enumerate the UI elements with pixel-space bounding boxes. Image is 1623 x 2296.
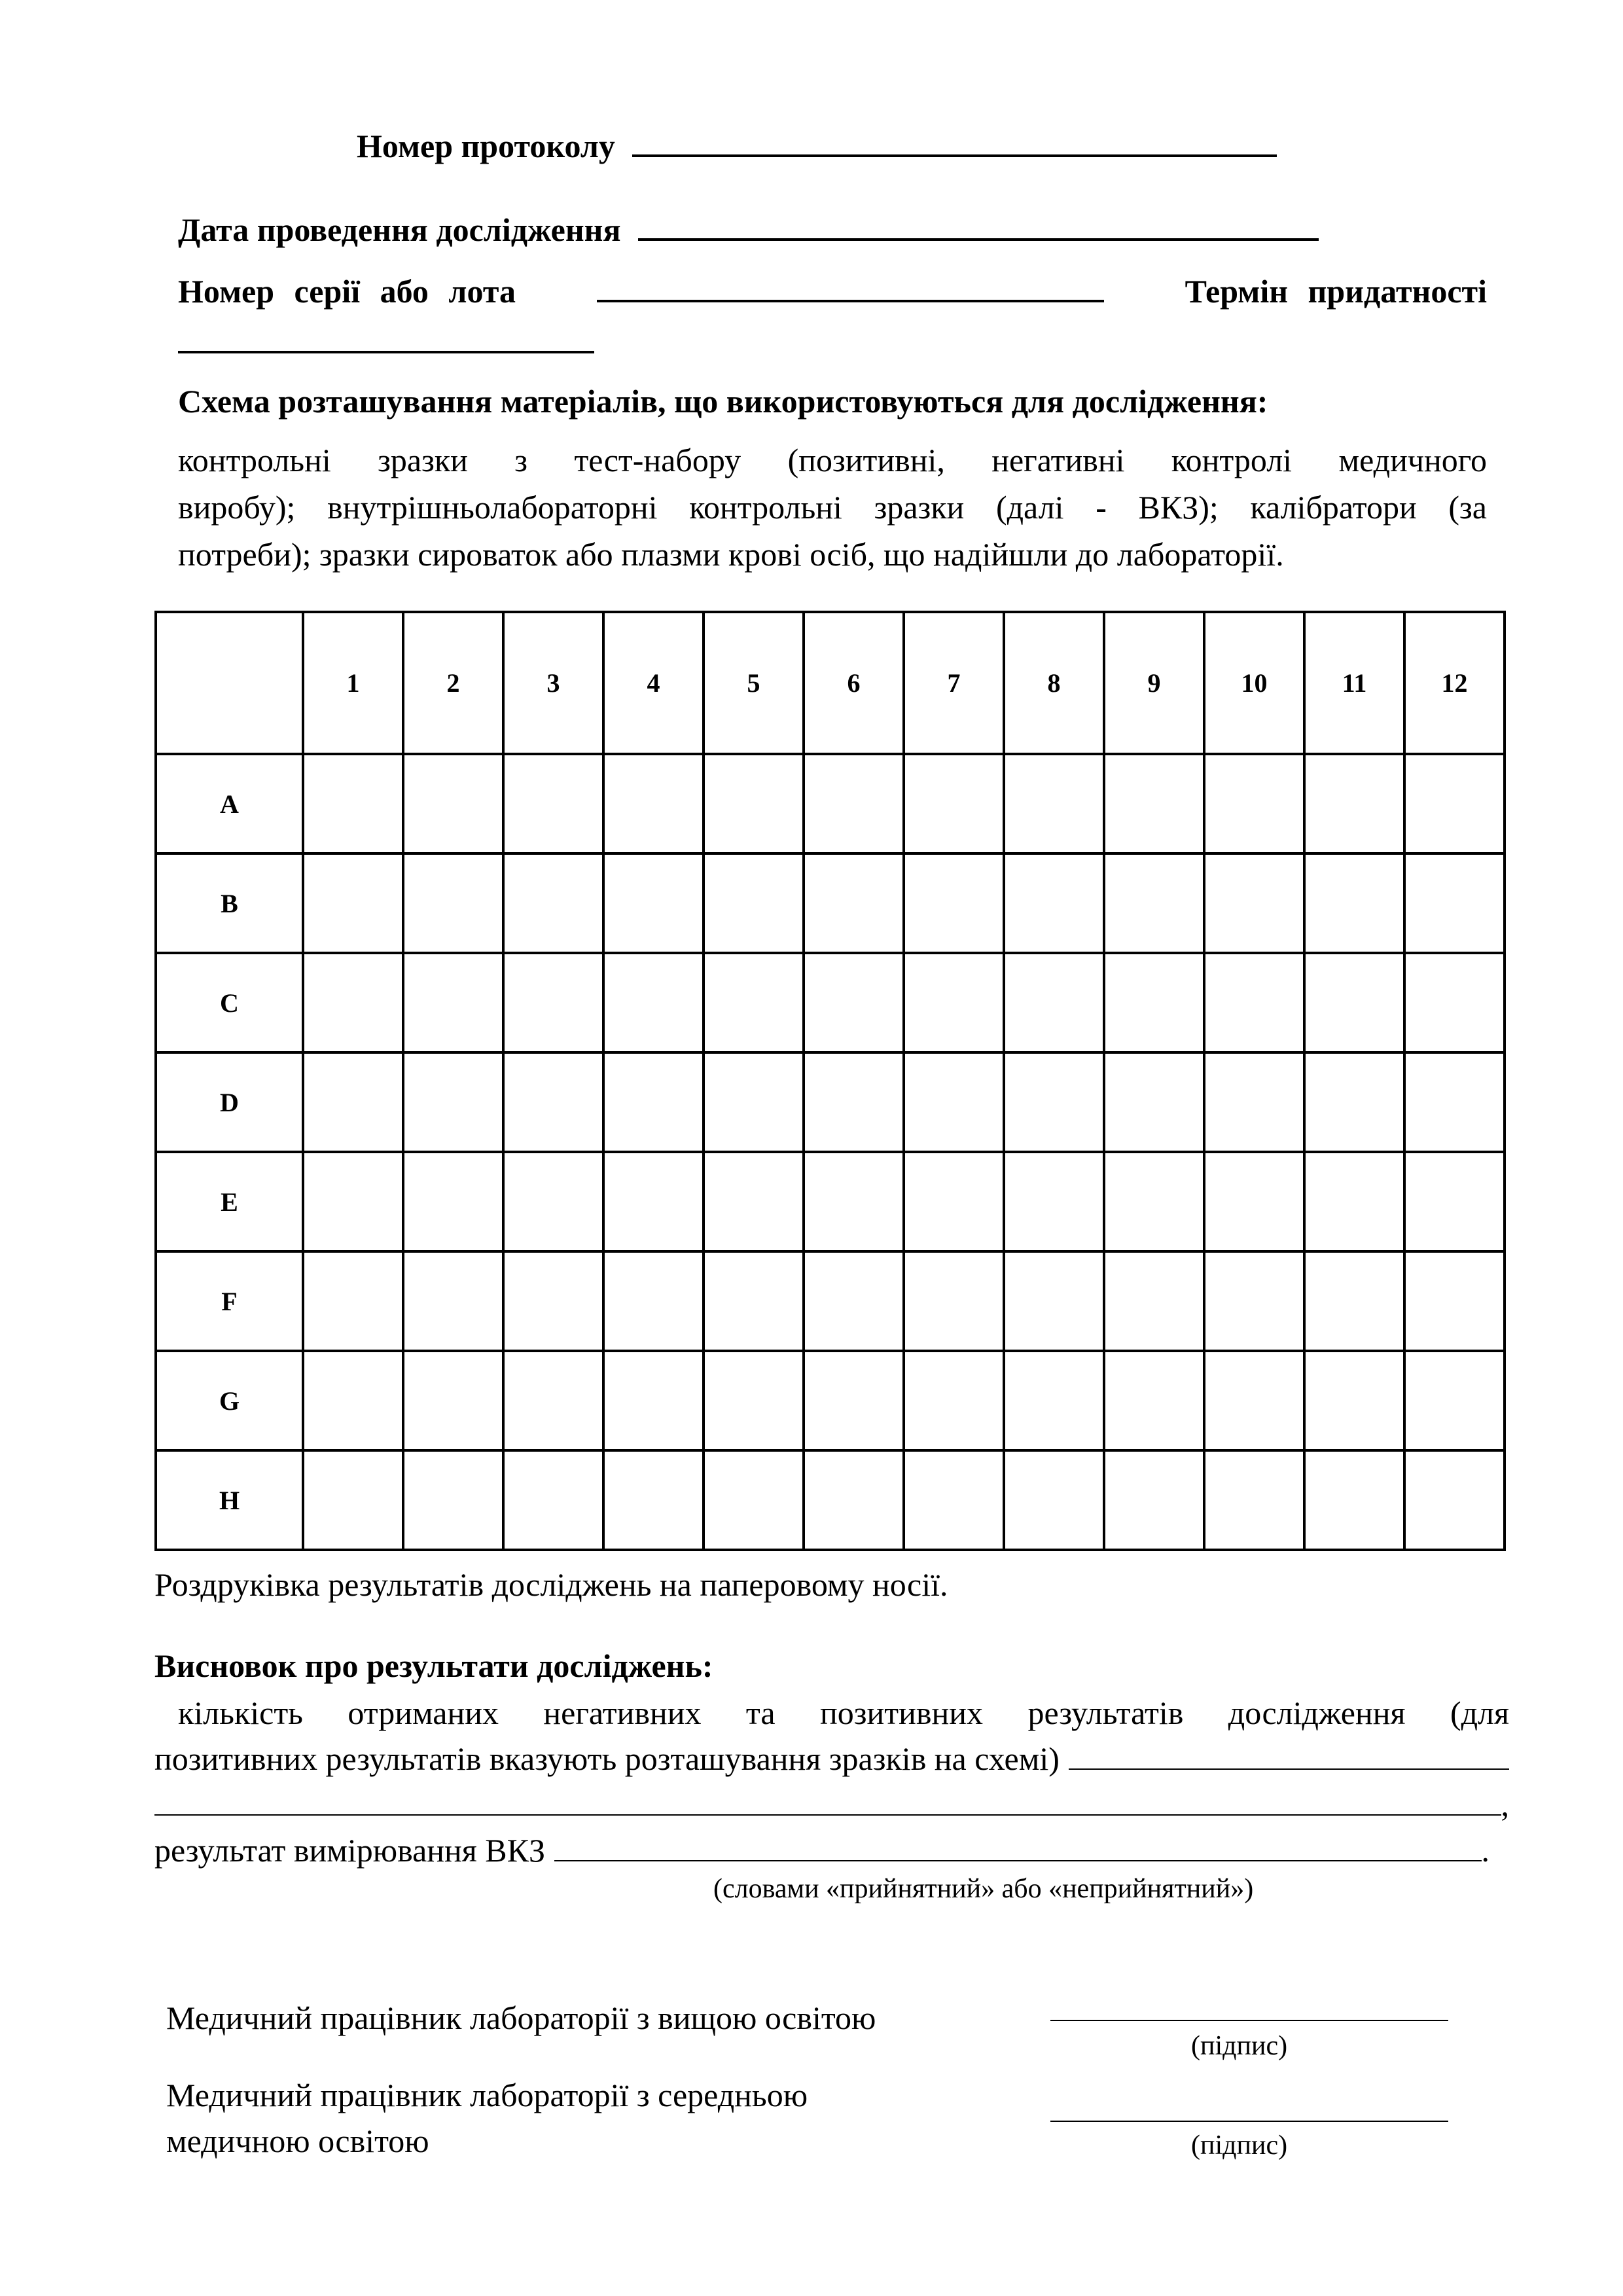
plate-well-C8[interactable]: [1004, 953, 1104, 1052]
plate-well-H1[interactable]: [303, 1450, 403, 1550]
conclusion-line-1: кількість отриманих негативних та позитивних результатів дослідження (для: [178, 1695, 1509, 1731]
plate-column-header: 11: [1304, 612, 1404, 754]
plate-well-D3[interactable]: [503, 1052, 603, 1152]
expiry-field[interactable]: [178, 344, 594, 353]
plate-well-B5[interactable]: [704, 853, 804, 953]
plate-well-H8[interactable]: [1004, 1450, 1104, 1550]
vkz-result-hint: (словами «прийнятний» або «неприйнятний»): [713, 1874, 1254, 1904]
plate-well-D10[interactable]: [1204, 1052, 1304, 1152]
plate-well-D9[interactable]: [1104, 1052, 1204, 1152]
protocol-number-label: Номер протоколу: [357, 128, 615, 164]
plate-well-G3[interactable]: [503, 1351, 603, 1450]
plate-well-A2[interactable]: [403, 754, 503, 853]
plate-corner-cell: [156, 612, 303, 754]
plate-well-G5[interactable]: [704, 1351, 804, 1450]
plate-well-D4[interactable]: [603, 1052, 704, 1152]
plate-well-D11[interactable]: [1304, 1052, 1404, 1152]
plate-well-C9[interactable]: [1104, 953, 1204, 1052]
plate-column-header: 6: [804, 612, 904, 754]
vkz-result-end: .: [1481, 1832, 1489, 1869]
plate-well-F4[interactable]: [603, 1251, 704, 1351]
signature-role-1: Медичний працівник лабораторії з вищою освітою: [166, 2000, 876, 2036]
plate-well-G1[interactable]: [303, 1351, 403, 1450]
plate-row: [156, 1152, 1505, 1251]
plate-well-B1[interactable]: [303, 853, 403, 953]
plate-row: [156, 754, 1505, 853]
plate-well-D2[interactable]: [403, 1052, 503, 1152]
plate-column-header: 10: [1204, 612, 1304, 754]
plate-column-header: 5: [704, 612, 804, 754]
conclusion-line-3: [154, 1783, 1509, 1826]
printout-note: Роздруківка результатів досліджень на паперовому носії.: [154, 1566, 948, 1603]
plate-well-E10[interactable]: [1204, 1152, 1304, 1251]
plate-well-G6[interactable]: [804, 1351, 904, 1450]
plate-well-H11[interactable]: [1304, 1450, 1404, 1550]
plate-well-F12[interactable]: [1404, 1251, 1505, 1351]
plate-well-D1[interactable]: [303, 1052, 403, 1152]
plate-column-header: 8: [1004, 612, 1104, 754]
plate-well-H3[interactable]: [503, 1450, 603, 1550]
plate-well-A10[interactable]: [1204, 754, 1304, 853]
plate-well-C4[interactable]: [603, 953, 704, 1052]
plate-well-H10[interactable]: [1204, 1450, 1304, 1550]
plate-well-A7[interactable]: [904, 754, 1004, 853]
plate-well-H2[interactable]: [403, 1450, 503, 1550]
plate-row-label: D: [156, 1052, 303, 1152]
study-date-row: [178, 208, 1319, 251]
vkz-result-field[interactable]: [554, 1854, 1481, 1861]
plate-well-B3[interactable]: [503, 853, 603, 953]
plate-well-E2[interactable]: [403, 1152, 503, 1251]
study-date-field[interactable]: [638, 232, 1319, 241]
plate-well-H12[interactable]: [1404, 1450, 1505, 1550]
plate-row: [156, 1450, 1505, 1550]
lot-number-field[interactable]: [597, 293, 1104, 302]
expiry-field-row: [178, 321, 594, 364]
plate-row-label: C: [156, 953, 303, 1052]
plate-well-D5[interactable]: [704, 1052, 804, 1152]
plate-row-label: F: [156, 1251, 303, 1351]
plate-well-C10[interactable]: [1204, 953, 1304, 1052]
protocol-number-row: [357, 124, 1277, 168]
plate-column-header: 12: [1404, 612, 1505, 754]
plate-header-row: [156, 612, 1505, 754]
scheme-description-line: виробу); внутрішньолабораторні контрольні зразки (далі - ВКЗ); калібратори (за: [178, 489, 1487, 526]
plate-well-G8[interactable]: [1004, 1351, 1104, 1450]
vkz-result-label: результат вимірювання ВКЗ: [154, 1832, 546, 1869]
plate-well-E12[interactable]: [1404, 1152, 1505, 1251]
signature-line-1[interactable]: [1050, 2020, 1448, 2021]
plate-row: [156, 953, 1505, 1052]
plate-well-E6[interactable]: [804, 1152, 904, 1251]
plate-well-C12[interactable]: [1404, 953, 1505, 1052]
plate-well-D12[interactable]: [1404, 1052, 1505, 1152]
plate-well-G7[interactable]: [904, 1351, 1004, 1450]
plate-well-C5[interactable]: [704, 953, 804, 1052]
plate-well-F5[interactable]: [704, 1251, 804, 1351]
plate-well-E3[interactable]: [503, 1152, 603, 1251]
plate-well-H7[interactable]: [904, 1450, 1004, 1550]
plate-well-C1[interactable]: [303, 953, 403, 1052]
plate-row-label: G: [156, 1351, 303, 1450]
plate-well-H6[interactable]: [804, 1450, 904, 1550]
plate-well-G10[interactable]: [1204, 1351, 1304, 1450]
conclusion-title: Висновок про результати досліджень:: [154, 1647, 713, 1684]
study-date-label: Дата проведення дослідження: [178, 211, 621, 248]
conclusion-line-3-end: ,: [1501, 1786, 1509, 1823]
plate-well-B10[interactable]: [1204, 853, 1304, 953]
plate-well-A1[interactable]: [303, 754, 403, 853]
plate-well-E1[interactable]: [303, 1152, 403, 1251]
plate-body: [156, 754, 1505, 1550]
protocol-number-field[interactable]: [632, 148, 1277, 157]
plate-well-A8[interactable]: [1004, 754, 1104, 853]
plate-well-E5[interactable]: [704, 1152, 804, 1251]
plate-column-header: 7: [904, 612, 1004, 754]
plate-well-C6[interactable]: [804, 953, 904, 1052]
plate-well-F11[interactable]: [1304, 1251, 1404, 1351]
plate-well-A5[interactable]: [704, 754, 804, 853]
plate-row-label: B: [156, 853, 303, 953]
plate-well-A3[interactable]: [503, 754, 603, 853]
plate-well-G11[interactable]: [1304, 1351, 1404, 1450]
plate-well-B12[interactable]: [1404, 853, 1505, 953]
plate-well-C11[interactable]: [1304, 953, 1404, 1052]
plate-well-A12[interactable]: [1404, 754, 1505, 853]
plate-well-H9[interactable]: [1104, 1450, 1204, 1550]
plate-well-F10[interactable]: [1204, 1251, 1304, 1351]
plate-well-E4[interactable]: [603, 1152, 704, 1251]
plate-well-H5[interactable]: [704, 1450, 804, 1550]
scheme-description-line: потреби); зразки сироваток або плазми крові осіб, що надійшли до лабораторії.: [178, 536, 1284, 573]
results-count-field[interactable]: [1069, 1762, 1509, 1770]
plate-well-B11[interactable]: [1304, 853, 1404, 953]
plate-well-A4[interactable]: [603, 754, 704, 853]
plate-well-B9[interactable]: [1104, 853, 1204, 953]
plate-well-F1[interactable]: [303, 1251, 403, 1351]
plate-well-E7[interactable]: [904, 1152, 1004, 1251]
plate-well-A6[interactable]: [804, 754, 904, 853]
scheme-title: Схема розташування матеріалів, що використовуються для дослідження:: [178, 383, 1268, 420]
plate-well-C2[interactable]: [403, 953, 503, 1052]
plate-column-header: 3: [503, 612, 603, 754]
plate-well-A9[interactable]: [1104, 754, 1204, 853]
conclusion-body: [154, 1691, 1509, 1872]
plate-well-E8[interactable]: [1004, 1152, 1104, 1251]
plate-well-D7[interactable]: [904, 1052, 1004, 1152]
plate-well-C7[interactable]: [904, 953, 1004, 1052]
signature-caption-1: (підпис): [1191, 2031, 1288, 2061]
signature-role-2-line2: медичною освітою: [166, 2123, 429, 2159]
plate-well-D6[interactable]: [804, 1052, 904, 1152]
plate-well-B2[interactable]: [403, 853, 503, 953]
vkz-result-row: [154, 1829, 1489, 1872]
conclusion-line-2: [154, 1737, 1509, 1780]
plate-well-F7[interactable]: [904, 1251, 1004, 1351]
signature-caption-2: (підпис): [1191, 2130, 1288, 2161]
plate-well-G4[interactable]: [603, 1351, 704, 1450]
plate-layout-grid: [154, 611, 1506, 1551]
plate-well-B6[interactable]: [804, 853, 904, 953]
lot-number-label: Номер серії або лота: [178, 273, 516, 310]
lot-expiry-row: [178, 270, 1487, 313]
plate-well-F6[interactable]: [804, 1251, 904, 1351]
plate-row-label: H: [156, 1450, 303, 1550]
plate-well-B7[interactable]: [904, 853, 1004, 953]
plate-well-F2[interactable]: [403, 1251, 503, 1351]
plate-row-label: A: [156, 754, 303, 853]
plate-column-header: 4: [603, 612, 704, 754]
plate-well-B4[interactable]: [603, 853, 704, 953]
signature-line-2[interactable]: [1050, 2121, 1448, 2122]
plate-well-G2[interactable]: [403, 1351, 503, 1450]
plate-well-E9[interactable]: [1104, 1152, 1204, 1251]
plate-well-E11[interactable]: [1304, 1152, 1404, 1251]
plate-well-A11[interactable]: [1304, 754, 1404, 853]
scheme-description: [178, 439, 1487, 576]
plate-column-header: 2: [403, 612, 503, 754]
plate-well-C3[interactable]: [503, 953, 603, 1052]
plate-well-H4[interactable]: [603, 1450, 704, 1550]
plate-column-header: 1: [303, 612, 403, 754]
expiry-label: Термін придатності: [1185, 273, 1487, 310]
plate-row: [156, 1052, 1505, 1152]
plate-row: [156, 853, 1505, 953]
plate-row: [156, 1351, 1505, 1450]
plate-well-F8[interactable]: [1004, 1251, 1104, 1351]
plate-well-F3[interactable]: [503, 1251, 603, 1351]
plate-row: [156, 1251, 1505, 1351]
plate-well-F9[interactable]: [1104, 1251, 1204, 1351]
signature-role-2: Медичний працівник лабораторії з середньою: [166, 2077, 808, 2113]
plate-column-header: 9: [1104, 612, 1204, 754]
plate-well-G9[interactable]: [1104, 1351, 1204, 1450]
scheme-description-line: контрольні зразки з тест-набору (позитивні, негативні контролі медичного: [178, 442, 1487, 478]
plate-well-G12[interactable]: [1404, 1351, 1505, 1450]
plate-well-B8[interactable]: [1004, 853, 1104, 953]
results-count-field-continued[interactable]: [154, 1808, 1501, 1816]
conclusion-line-2-text: позитивних результатів вказують розташування зразків на схемі): [154, 1740, 1060, 1777]
plate-row-label: E: [156, 1152, 303, 1251]
plate-well-D8[interactable]: [1004, 1052, 1104, 1152]
